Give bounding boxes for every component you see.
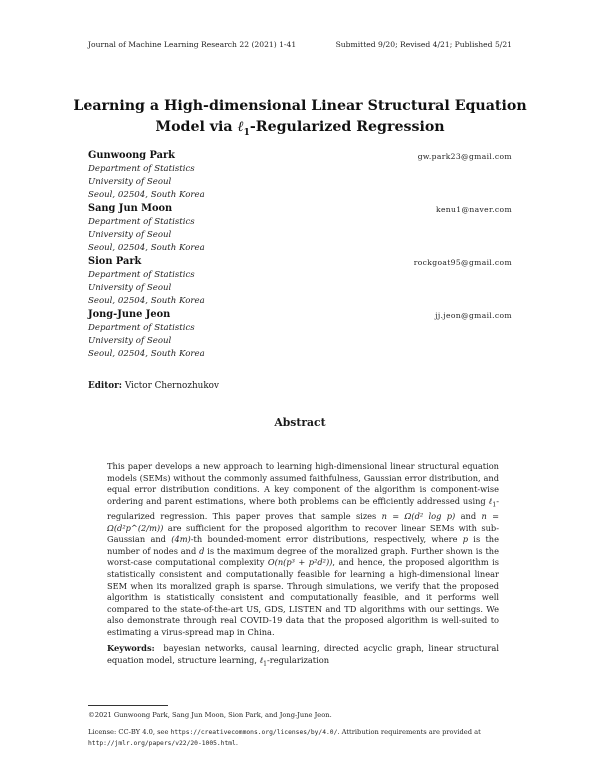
ell-symbol: ℓ — [488, 495, 493, 506]
license-text: . Attribution requirements are provided at — [337, 728, 481, 736]
abstract-heading: Abstract — [274, 416, 326, 429]
ell-subscript: 1 — [263, 660, 267, 668]
ell-subscript: 1 — [492, 501, 497, 509]
math-expression: d — [199, 545, 205, 556]
keywords-tail: -regularization — [266, 654, 330, 665]
abstract-text — [107, 461, 499, 639]
copyright-notice: ©2021 Gunwoong Park, Sang Jun Moon, Sion Park, and Jong-June Jeon. — [88, 711, 332, 719]
license-text: . — [235, 739, 238, 747]
affiliation-address: Seoul, 02504, South Korea — [88, 189, 205, 200]
author-affiliation — [88, 269, 205, 307]
abstract-part: -th bounded-moment error distributions, respectively, where — [190, 534, 463, 545]
affiliation-university: University of Seoul — [88, 229, 172, 240]
license-notice — [88, 727, 518, 749]
math-expression: p — [462, 534, 469, 545]
affiliation-department: Department of Statistics — [88, 164, 195, 174]
math-expression: O(n(p³ + p²d²)) — [267, 557, 333, 568]
title-line-2 — [0, 117, 600, 144]
paper-title — [0, 96, 600, 144]
author-name: Sang Jun Moon — [88, 203, 173, 214]
abstract-part: -regularized regression. This paper proves that sample sizes — [107, 495, 499, 522]
author-affiliation — [88, 163, 205, 201]
author-name: Gunwoong Park — [88, 150, 175, 161]
abstract-part: is the number of nodes and — [107, 534, 499, 556]
affiliation-address: Seoul, 02504, South Korea — [88, 242, 205, 253]
affiliation-university: University of Seoul — [88, 335, 172, 346]
author-email[interactable]: kenu1@naver.com — [436, 205, 512, 214]
ell-symbol: ℓ — [259, 654, 264, 665]
math-expression: n = Ω(d²p^(2/m)) — [107, 511, 499, 533]
editor-line — [88, 381, 219, 391]
author-affiliation — [88, 216, 205, 254]
license-link[interactable]: https://creativecommons.org/licenses/by/4.0/ — [170, 729, 338, 736]
title-line-1: Learning a High-dimensional Linear Structural Equation — [73, 98, 527, 114]
keywords — [107, 643, 499, 670]
math-expression: (4m) — [171, 534, 191, 545]
editor-label: Editor: — [88, 381, 123, 391]
keywords-list: bayesian networks, causal learning, directed acyclic graph, linear structural equation model, structure learning, — [107, 643, 500, 665]
title-line-2-prefix: Model via — [155, 119, 238, 135]
abstract-part: and — [455, 511, 482, 522]
keywords-label: Keywords: — [107, 643, 155, 653]
abstract-part: are sufficient for the proposed algorithm to recover linear SEMs with sub-Gaussian and — [107, 522, 499, 545]
author-name: Jong-June Jeon — [88, 309, 171, 320]
affiliation-department: Department of Statistics — [88, 270, 195, 280]
affiliation-university: University of Seoul — [88, 176, 172, 187]
affiliation-address: Seoul, 02504, South Korea — [88, 295, 205, 306]
author-email[interactable]: gw.park23@gmail.com — [417, 152, 512, 161]
license-text: License: CC-BY 4.0, see — [88, 728, 171, 736]
editor-name: Victor Chernozhukov — [124, 381, 219, 391]
title-ell-subscript: 1 — [243, 127, 250, 138]
title-line-2-suffix: -Regularized Regression — [249, 119, 445, 135]
affiliation-university: University of Seoul — [88, 282, 172, 293]
journal-header: Journal of Machine Learning Research 22 (2021) 1-41 — [88, 40, 297, 49]
submission-dates: Submitted 9/20; Revised 4/21; Published 5/21 — [335, 40, 512, 49]
author-email[interactable]: rockgoat95@gmail.com — [413, 258, 512, 267]
affiliation-address: Seoul, 02504, South Korea — [88, 348, 205, 359]
abstract-part: This paper develops a new approach to learning high-dimensional linear structural equation models (SEMs) without the commonly assumed faithfulness, Gaussian error distribution, and equal error distribution conditions. A key component of the algorithm is component-wise ordering and parent estimations, where both problems can be efficiently addressed using — [107, 461, 499, 506]
author-affiliation — [88, 322, 205, 360]
author-name: Sion Park — [88, 256, 142, 267]
abstract-part: , and hence, the proposed algorithm is statistically consistent and computationally feasible for learning a high-dimensional linear SEM when its moralized graph is sparse. Through simulations, we verify that the proposed algorithm is statistically consistent and computationally feasible, and it performs well compared to the state-of-the-art US, GDS, LISTEN and TD algorithms with our settings. We also demonstrate through real COVID-19 data that the proposed algorithm is well-suited to estimating a virus-spread map in China. — [107, 557, 500, 637]
affiliation-department: Department of Statistics — [88, 217, 195, 227]
author-email[interactable]: jj.jeon@gmail.com — [435, 311, 512, 320]
abstract-part: is the maximum degree of the moralized graph. Further shown is the worst-case computational complexity — [107, 545, 499, 568]
math-expression: n = Ω(d² log p) — [381, 511, 456, 522]
footnote-rule — [88, 705, 168, 706]
affiliation-department: Department of Statistics — [88, 323, 195, 333]
title-ell-symbol: ℓ — [237, 119, 244, 135]
attribution-link[interactable]: http://jmlr.org/papers/v22/20-1005.html — [88, 740, 236, 747]
